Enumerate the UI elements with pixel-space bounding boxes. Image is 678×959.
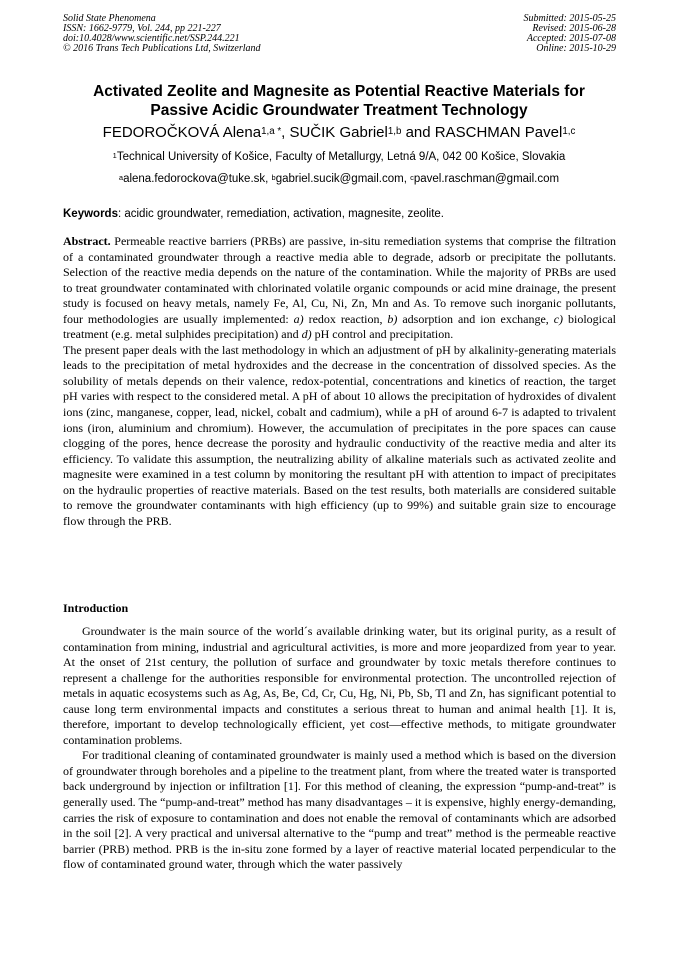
journal-info <box>63 14 261 54</box>
journal-name: Solid State Phenomena <box>63 13 156 24</box>
author-2-marker: 1,b <box>387 126 402 137</box>
abstract-label: Abstract. <box>63 234 111 248</box>
journal-copyright: © 2016 Trans Tech Publications Ltd, Switzerland <box>63 43 261 54</box>
affiliation <box>40 150 638 164</box>
title-line-2: Passive Acidic Groundwater Treatment Technology <box>150 102 528 119</box>
submission-dates <box>524 14 617 54</box>
paper-title <box>40 82 638 120</box>
author-emails <box>40 172 638 186</box>
list-marker: a) <box>293 311 304 326</box>
abstract-text: pH control and precipitation. <box>311 327 454 342</box>
affiliation-text: Technical University of Košice, Faculty of Metallurgy, Letná 9/A, 042 00 Košice, Slovakia <box>116 151 566 163</box>
abstract-paragraph-1 <box>63 234 616 343</box>
title-line-1: Activated Zeolite and Magnesite as Potential Reactive Materials for <box>93 83 585 100</box>
author-3-marker: 1,c <box>562 126 576 137</box>
affiliation-marker: 1 <box>112 151 117 160</box>
email-b: gabriel.sucik@gmail.com, <box>275 173 411 185</box>
email-marker-a: a <box>118 173 124 182</box>
date-revised: Revised: 2015-06-28 <box>532 23 616 34</box>
keywords-label: Keywords <box>63 208 118 220</box>
email-a: alena.fedorockova@tuke.sk, <box>123 173 272 185</box>
author-1-marker: 1,a * <box>261 126 282 137</box>
keywords-text: : acidic groundwater, remediation, activation, magnesite, zeolite. <box>117 208 444 220</box>
introduction-paragraph-1: Groundwater is the main source of the world´s available drinking water, but its original purity, as a result of contamination from mining, industrial and agricultural activities, is more and more jeopardized from year to year. At the onset of 21st century, the pollution of surface and groundwater by toxic metals therefore continues to represent a challenge for the authorities responsible for environmental protection. The uncontrolled rejection of metals in aquatic ecosystems such as Ag, As, Be, Cd, Cr, Cu, Hg, Ni, Pb, Sb, Tl and Zn, has significant potential to cause long term environmental impacts and constitutes a serious threat to human and animal health [1]. It is, therefore, important to develop technologically efficient, yet cost—effective methods, to mitigate groundwater contamination problems. <box>63 624 616 747</box>
list-marker: b) <box>387 311 398 326</box>
keywords <box>63 207 616 221</box>
list-marker: d) <box>301 327 312 342</box>
introduction-body <box>63 624 616 873</box>
email-marker-b: b <box>271 173 276 182</box>
abstract-text: biological treatment (e.g. metal sulphides precipitation) and <box>63 311 616 342</box>
author-3: RASCHMAN Pavel <box>434 124 563 141</box>
abstract-text: Permeable reactive barriers (PRBs) are passive, in-situ remediation systems that comprise the filtration of a contaminated groundwater through a reactive media able to degrade, adsorb or precipitate the pollutants. Selection of the reactive media depends on the nature of the contamination. While the majority of PRBs are used to treat groundwater contaminated with chlorinated volatile organic compounds or acid mine drainage, the present study is focused on heavy metals, namely Fe, Al, Cu, Ni, Zn, Mn and As. To remove such inorganic pollutants, four methodologies are usually implemented: <box>63 234 616 326</box>
abstract <box>63 234 616 529</box>
date-submitted: Submitted: 2015-05-25 <box>523 13 616 24</box>
author-1: FEDOROČKOVÁ Alena <box>102 124 262 141</box>
list-marker: c) <box>553 311 564 326</box>
author-list <box>40 124 638 142</box>
journal-doi: doi:10.4028/www.scientific.net/SSP.244.221 <box>63 33 240 44</box>
email-marker-c: c <box>410 173 414 182</box>
author-separator: and <box>401 124 435 141</box>
date-accepted: Accepted: 2015-07-08 <box>526 33 616 44</box>
abstract-paragraph-2: The present paper deals with the last methodology in which an adjustment of pH by alkalinity-generating materials leads to the precipitation of metal hydroxides and the decrease in the concentration of dissolved species. As the solubility of metals depends on their valence, redox-potential, concentrations and kinetics of reaction, the target pH varies with respect to the considered metal. A pH of about 10 allows the precipitation of hydroxides of divalent ions (zinc, manganese, copper, lead, nickel, cobalt and cadmium), while a pH of around 6-7 is adapted to trivalent ions (iron, aluminium and chromium). However, the accumulation of precipitates in the pore spaces can cause clogging of the pores, hence decrease the porosity and hydraulic conductivity of the reactive media and alter its efficiency. To validate this assumption, the neutralizing ability of alkaline materials such as activated zeolite and magnesite were examined in a test column by monitoring the resultant pH with attention to impact of precipitates on the hydraulic properties of reactive materials. Based on the test results, both materialls are considered suitable to remove the groundwater contaminants with high efficiency (up to 99%) and suitable grain size to encourage flow through the PRB. <box>63 342 616 528</box>
section-heading-introduction: Introduction <box>63 601 129 615</box>
author-2: SUČIK Gabriel <box>289 124 388 141</box>
abstract-text: redox reaction, <box>303 311 388 326</box>
date-online: Online: 2015-10-29 <box>536 43 616 54</box>
author-separator: , <box>281 124 290 141</box>
journal-issn: ISSN: 1662-9779, Vol. 244, pp 221-227 <box>63 23 221 34</box>
introduction-paragraph-2: For traditional cleaning of contaminated groundwater is mainly used a method which is based on the diversion of groundwater through boreholes and a pipeline to the treatment plant, from where the treated water is transported back underground by injection or infiltration [1]. For this method of cleaning, the expression “pump-and-treat” is generally used. The “pump-and-treat” method has many disadvantages – it is expensive, highly energy-demanding, carries the risk of exposure to contamination and does not enable the removal of contaminants which are adsorbed in the soil [2]. A very practical and universal alternative to the “pump and treat” method is the permeable reactive barrier (PRB) method. PRB is the in-situ zone formed by a layer of reactive material located perpendicular to the flow of contaminated ground water, through which the water passively <box>63 748 616 872</box>
email-c: pavel.raschman@gmail.com <box>413 173 560 185</box>
abstract-text: adsorption and ion exchange, <box>397 311 554 326</box>
